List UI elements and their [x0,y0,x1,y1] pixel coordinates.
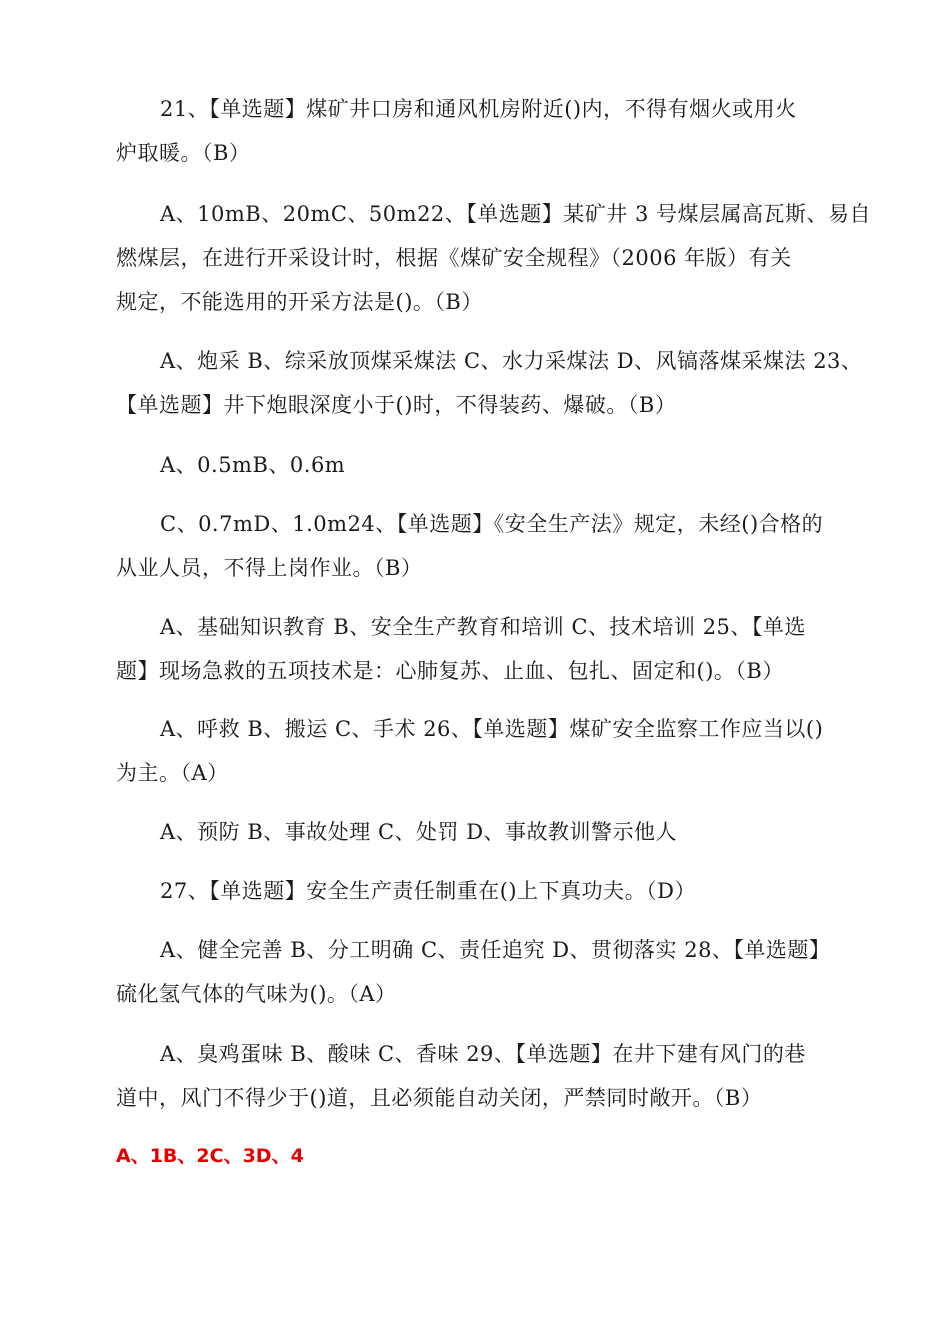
text-line: A、臭鸡蛋味 B、酸味 C、香味 29、【单选题】在井下建有风门的巷 [160,1042,806,1066]
final-options-highlight: A、1B、2C、3D、4 [116,1145,304,1167]
text-line: 硫化氢气体的气味为()。（A） [116,982,397,1006]
text-line: A、预防 B、事故处理 C、处罚 D、事故教训警示他人 [160,820,678,844]
question-22 [116,192,872,324]
text-line: 题】现场急救的五项技术是：心肺复苏、止血、包扎、固定和()。（B） [116,659,784,683]
text-line: 从业人员，不得上岗作业。（B） [116,556,423,580]
text-line: 【单选题】井下炮眼深度小于()时，不得装药、爆破。（B） [116,393,677,417]
text-line: C、0.7mD、1.0m24、【单选题】《安全生产法》规定，未经()合格的 [160,512,824,536]
question-27 [116,869,836,913]
text-line: A、0.5mB、0.6m [160,453,346,477]
text-line: 燃煤层，在进行开采设计时，根据《煤矿安全规程》（2006 年版）有关 [116,246,792,270]
options-23 [116,443,836,487]
question-21 [116,87,836,175]
text-line: A、炮采 B、综采放顶煤采煤法 C、水力采煤法 D、风镐落煤采煤法 23、 [160,349,863,373]
question-23 [116,339,863,427]
text-line: A、10mB、20mC、50m22、【单选题】某矿井 3 号煤层属高瓦斯、易自 [160,202,872,226]
text-line: 规定，不能选用的开采方法是()。（B） [116,290,483,314]
options-26 [116,810,836,854]
text-line: A、基础知识教育 B、安全生产教育和培训 C、技术培训 25、【单选 [160,615,806,639]
text-line: 炉取暖。（B） [116,141,251,165]
question-29 [116,1032,836,1120]
question-25 [116,605,836,693]
text-line: A、健全完善 B、分工明确 C、责任追究 D、贯彻落实 28、【单选题】 [160,938,831,962]
question-24 [116,502,836,590]
text-line: 为主。（A） [116,761,229,785]
text-line: A、呼救 B、搬运 C、手术 26、【单选题】煤矿安全监察工作应当以() [160,717,824,741]
question-28 [116,928,836,1016]
text-line: 27、【单选题】安全生产责任制重在()上下真功夫。（D） [160,879,696,903]
text-line: 道中，风门不得少于()道，且必须能自动关闭，严禁同时敞开。（B） [116,1086,763,1110]
text-line: 21、【单选题】煤矿井口房和通风机房附近()内，不得有烟火或用火 [160,97,797,121]
question-26 [116,707,836,795]
